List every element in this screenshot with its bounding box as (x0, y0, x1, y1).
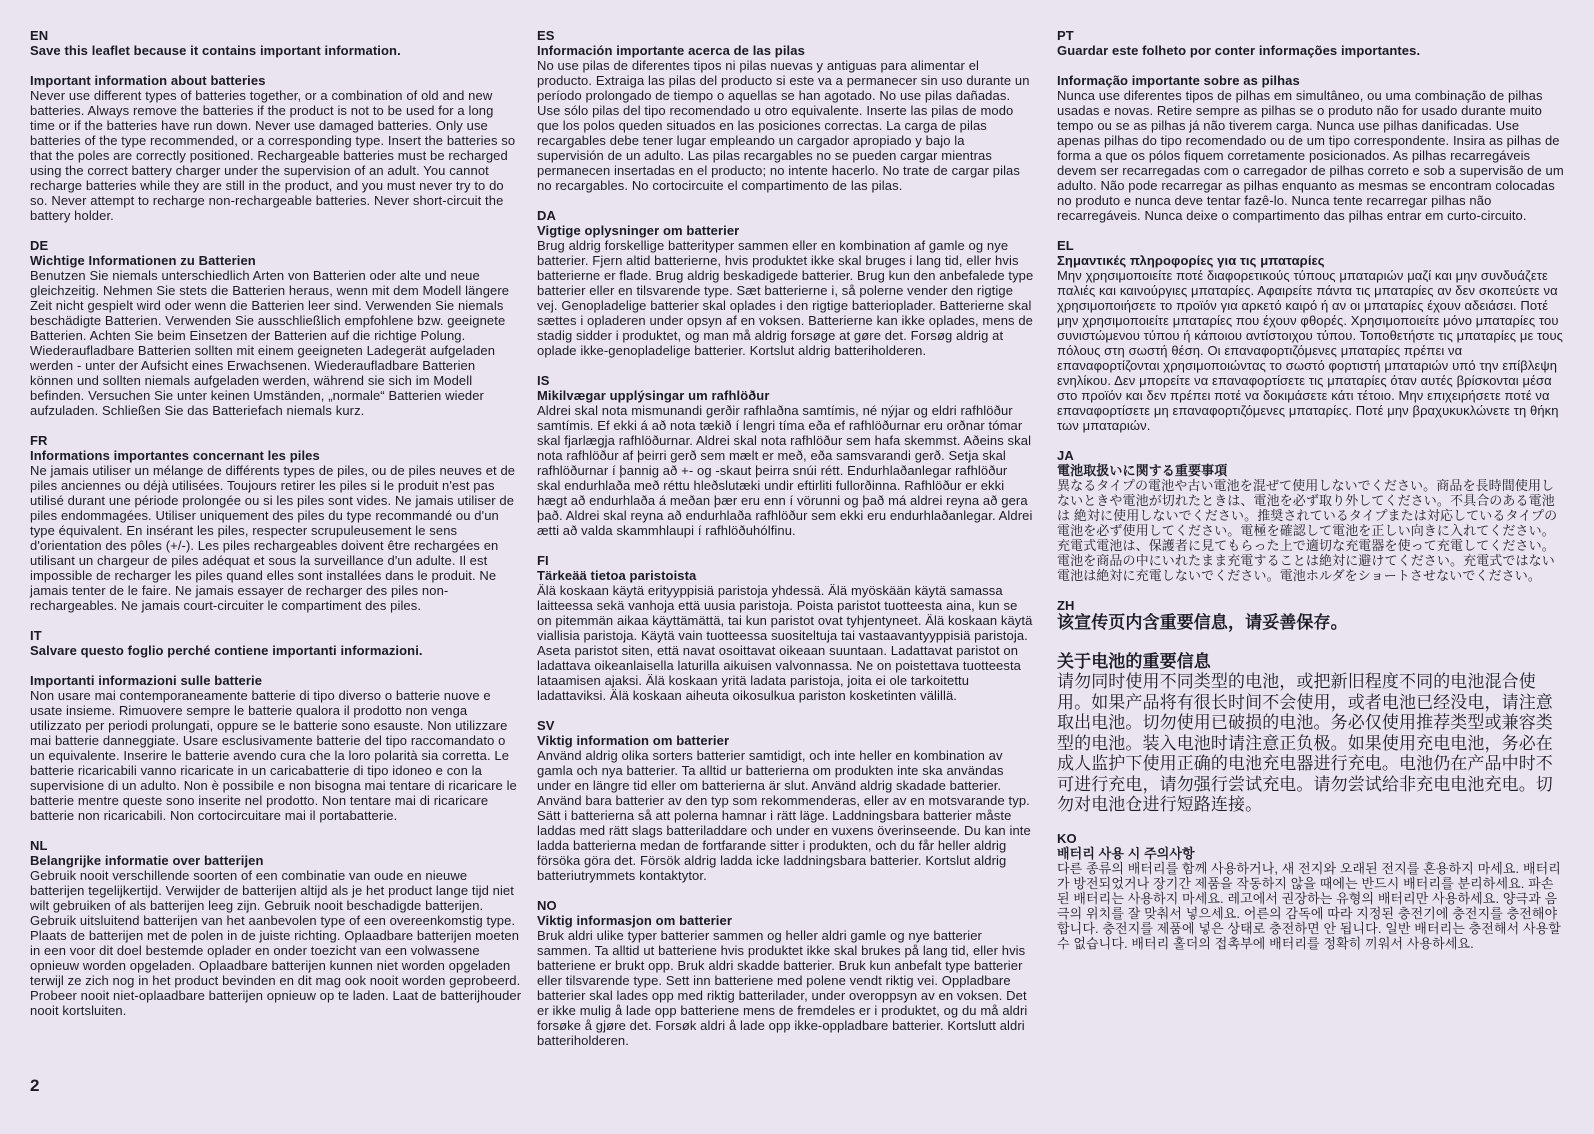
section-heading: Important information about batteries (30, 73, 266, 88)
language-code: FI (537, 553, 549, 568)
section-heading: Informations importantes concernant les piles (30, 448, 320, 463)
leaflet-column-2 (537, 28, 1034, 1063)
section-heading: 배터리 사용 시 주의사항 (1057, 845, 1195, 861)
lang-section-is (537, 373, 1034, 538)
language-code: EL (1057, 238, 1074, 253)
section-heading: Belangrijke informatie over batterijen (30, 853, 264, 868)
lang-section-ja (1057, 448, 1564, 583)
section-body: Nunca use diferentes tipos de pilhas em simultâneo, ou uma combinação de pilhas usadas e novas. Retire sempre as pilhas se o produto não for usado durante muito tempo ou se as pilhas já não tiverem carga. Nunca use pilhas danificadas. Use apenas pilhas do tipo recomendado ou de um tipo correspondente. Insira as pilhas de forma a que os pólos fiquem corretamente posicionados. As pilhas recarregáveis devem ser recarregadas com o carregador de pilhas correto e sob a supervisão de um adulto. Não pode recarregar as pilhas enquanto as mesmas se encontram colocadas no produto e nunca deve tentar fazê-lo. Nunca tente recarregar pilhas não recarregáveis. Nunca deixe o compartimento das pilhas entrar em curto-circuito. (1057, 88, 1564, 223)
section-heading: 電池取扱いに関する重要事項 (1057, 463, 1228, 478)
lang-section-da (537, 208, 1034, 358)
page-number: 2 (30, 1076, 40, 1095)
section-body: Gebruik nooit verschillende soorten of een combinatie van oude en nieuwe batterijen tegelijkertijd. Verwijder de batterijen altijd als je het product lange tijd niet wilt gebruiken of als batterijen leeg zijn. Gebruik nooit beschadigde batterijen. Gebruik uitsluitend batterijen van het aanbevolen type of een overeenkomstig type. Plaats de batterijen met de polen in de juiste richting. Oplaadbare batterijen moeten in een voor dit doel bestemde oplader en onder toezicht van een volwassene opnieuw worden opgeladen. Oplaadbare batterijen kunnen niet worden opgeladen terwijl ze zich nog in het product bevinden en dit mag ook nooit worden geprobeerd. Probeer nooit niet-oplaadbare batterijen opnieuw op te laden. Laat de batterijhouder nooit kortsluiten. (30, 868, 522, 1018)
section-body: Non usare mai contemporaneamente batterie di tipo diverso o batterie nuove e usate insieme. Rimuovere sempre le batterie qualora il prodotto non venga utilizzato per periodi prolungati, oppure se le batterie sono esauste. Non utilizzare mai batterie danneggiate. Usare esclusivamente batterie del tipo raccomandato o un equivalente. Inserire le batterie avendo cura che la loro polarità sia corretta. Le batterie ricaricabili vanno ricaricate in un caricabatterie di tipo idoneo e con la supervisione di un adulto. Non è possibile e non bisogna mai tentare di ricaricare le batterie mentre queste sono inserite nel prodotto. Non tentare mai di ricaricare batterie non ricaricabili. Non cortocircuitare mai il portabatterie. (30, 688, 517, 823)
section-body: 请勿同时使用不同类型的电池，或把新旧程度不同的电池混合使用。如果产品将有很长时间不会使用，或者电池已经没电，请注意取出电池。切勿使用已破损的电池。务必仅使用推荐类型或兼容类型的电池。装入电池时请注意正负极。如果使用充电电池，务必在成人监护下使用正确的电池充电器进行充电。电池仍在产品中时不可进行充电，请勿强行尝试充电。请勿尝试给非充电电池充电。切勿对电池仓进行短路连接。 (1057, 672, 1553, 814)
leaflet-column-1 (30, 28, 522, 1033)
lang-section-de (30, 238, 522, 418)
lang-section-fi (537, 553, 1034, 703)
language-code: SV (537, 718, 555, 733)
section-body: Never use different types of batteries together, or a combination of old and new batteries. Always remove the batteries if the product is not to be used for a long time or if the batteries have run down. Never use damaged batteries. Only use batteries of the type recommended, or a corresponding type. Insert the batteries so that the poles are correctly positioned. Rechargeable batteries must be recharged using the correct battery charger under the supervision of an adult. You cannot recharge batteries while they are still in the product, and you must never try to do so. Never attempt to recharge non-rechargeable batteries. Never short-circuit the battery holder. (30, 88, 516, 223)
lang-section-it (30, 628, 522, 823)
section-body: Benutzen Sie niemals unterschiedlich Arten von Batterien oder alte und neue gleichzeitig. Nehmen Sie stets die Batterien heraus, wenn mit dem Modell längere Zeit nicht gespielt wird oder wenn die Batterien leer sind. Verwenden Sie niemals beschädigte Batterien. Verwenden Sie ausschließlich empfohlene bzw. geeignete Batterien. Achten Sie beim Einsetzen der Batterien auf die richtige Polung. Wiederaufladbare Batterien sollten mit einem geeigneten Ladegerät aufgeladen werden - unter der Aufsicht eines Erwachsenen. Wiederaufladbare Batterien können und sollten niemals aufgeladen werden, während sie sich im Modell befinden. Versuchen Sie unter keinen Umständen, „normale“ Batterien wieder aufzuladen. Schließen Sie das Batteriefach niemals kurz. (30, 268, 510, 418)
lang-section-zh (1057, 598, 1564, 816)
lang-section-nl (30, 838, 522, 1018)
lang-section-sv (537, 718, 1034, 883)
lang-section-no (537, 898, 1034, 1048)
section-body: 異なるタイプの電池や古い電池を混ぜて使用しないでください。商品を長時間使用しないときや電池が切れたときは、電池を必ず取り外してください。不具合のある電池は 絶対に使用しないでください。推奨されているタイプまたは対応しているタイプの電池を必ず使用してください。電極を確認して電池を正しい向きに入れてください。充電式電池は、保護者に見てもらった上で適切な充電器を使って充電してください。電池を商品の中にいれたまま充電することは絶対に避けてください。充電式ではない電池は絶対に充電しないでください。電池ホルダをショートさせないでください。 (1057, 478, 1558, 583)
section-body: Ne jamais utiliser un mélange de différents types de piles, ou de piles neuves et de piles anciennes ou déjà utilisées. Toujours retirer les piles si le produit n'est pas utilisé durant une période prolongée ou si les piles sont vides. Ne jamais utiliser de piles endommagées. Utiliser uniquement des piles du type recommandé ou d'un type équivalent. En insérant les piles, respecter scrupuleusement le sens d'orientation des pôles (+/-). Les piles rechargeables doivent être rechargées en utilisant un chargeur de piles adéquat et sous la surveillance d'un adulte. Il est impossible de recharger les piles quand elles sont installées dans le produit. Ne jamais tenter de le faire. Ne jamais essayer de recharger des piles non-rechargeables. Ne jamais court-circuiter le compartiment des piles. (30, 463, 516, 613)
section-body: No use pilas de diferentes tipos ni pilas nuevas y antiguas para alimentar el producto. Extraiga las pilas del producto si este va a permanecer sin uso durante un período prolongado de tiempo o aquellas se han agotado. No use pilas dañadas. Use sólo pilas del tipo recomendado u otro equivalente. Inserte las pilas de modo que los polos queden situados en las posiciones correctas. La carga de pilas recargables debe tener lugar empleando un cargador apropiado y bajo la supervisión de un adulto. Las pilas recargables no se pueden cargar mientras permanecen insertadas en el producto; no intente hacerlo. No trate de cargar pilas no recargables. No cortocircuite el compartimento de las pilas. (537, 58, 1030, 193)
section-body: Brug aldrig forskellige batterityper sammen eller en kombination af gamle og nye batterier. Fjern altid batterierne, hvis produktet ikke skal bruges i lang tid, eller hvis batterierne er flade. Brug aldrig beskadigede batterier. Brug kun den anbefalede type batterier eller en tilsvarende type. Sæt batterierne i, så polerne vender den rigtige vej. Genopladelige batterier skal oplades i den rigtige batterioplader. Batterierne skal sættes i opladeren under opsyn af en voksen. Batterierne kan ikke oplades, mens de stadig sidder i produktet, og man må aldrig forsøge at gøre det. Forsøg aldrig at oplade ikke-genopladelige batterier. Kortslut aldrig batteriholderen. (537, 238, 1034, 358)
section-heading: Información importante acerca de las pilas (537, 43, 805, 58)
section-intro: Save this leaflet because it contains important information. (30, 43, 401, 58)
section-heading: Wichtige Informationen zu Batterien (30, 253, 256, 268)
language-code: KO (1057, 830, 1077, 846)
language-code: DA (537, 208, 556, 223)
section-heading: Viktig information om batterier (537, 733, 730, 748)
lang-section-en (30, 28, 522, 223)
lang-section-ko (1057, 831, 1564, 951)
language-code: JA (1057, 448, 1074, 463)
section-body: Bruk aldri ulike typer batterier sammen og heller aldri gamle og nye batterier sammen. Ta alltid ut batteriene hvis produktet ikke skal brukes på lang tid, eller hvis batteriene er brukt opp. Bruk aldri skadde batterier. Bruk kun anbefalt type batterier eller tilsvarende type. Sett inn batteriene med polene vendt riktig vei. Oppladbare batterier skal lades opp med riktig batterilader, under overoppsyn av en voksen. Det er ikke mulig å lade opp batteriene mens de fremdeles er i produktet, og du må aldri forsøke å gjøre det. Forsøk aldri å lade opp ikke-oppladbare batterier. Kortslutt aldri batteriholderen. (537, 928, 1028, 1048)
section-heading: Informação importante sobre as pilhas (1057, 73, 1300, 88)
section-body: Aldrei skal nota mismunandi gerðir rafhlaðna samtímis, né nýjar og eldri rafhlöður samtímis. Ef ekki á að nota tækið í lengri tíma eða ef rafhlöðurnar eru orðnar tómar skal fjarlægja rafhlöðurnar. Aldrei skal nota rafhlöður sem hafa skemmst. Aðeins skal nota rafhlöður af þeirri gerð sem mælt er með, eða samsvarandi gerð. Setja skal rafhlöðurnar í þannig að +- og -skaut þeirra snúi rétt. Endurhlaðanlegar rafhlöður skal endurhlaða með réttu hleðslutæki undir eftirliti fullorðinna. Rafhlöður er ekki hægt að endurhlaða á meðan þær eru enn í vörunni og það má aldrei reyna að gera það. Aldrei skal reyna að endurhlaða rafhlöður sem ekki eru endurhlaðanlegar. Aldrei ætti að valda skammhlaupi í rafhlöðuhólfinu. (537, 403, 1033, 538)
section-heading: Σημαντικές πληροφορίες για τις μπαταρίες (1057, 253, 1325, 268)
section-heading: 关于电池的重要信息 (1057, 651, 1211, 671)
lang-section-fr (30, 433, 522, 613)
section-intro: 该宣传页内含重要信息，请妥善保存。 (1057, 613, 1348, 632)
section-heading: Mikilvægar upplýsingar um rafhlöður (537, 388, 770, 403)
section-body: Använd aldrig olika sorters batterier samtidigt, och inte heller en kombination av gamla och nya batterier. Ta alltid ur batterierna om produkten inte ska användas under en längre tid eller om batterierna är slut. Använd aldrig skadade batterier. Använd bara batterier av den typ som rekommenderas, eller av en motsvarande typ. Sätt i batterierna så att polerna hamnar i rätt läge. Laddningsbara batterier måste laddas med rätt slags batteriladdare och under en vuxens överinseende. Du kan inte ladda batterierna medan de fortfarande sitter i produkten, och du får heller aldrig försöka göra det. Försök aldrig ladda icke laddningsbara batterier. Kortslut aldrig batteriutrymmets kontaktytor. (537, 748, 1031, 883)
section-intro: Salvare questo foglio perché contiene importanti informazioni. (30, 643, 423, 658)
section-body: Älä koskaan käytä erityyppisiä paristoja yhdessä. Älä myöskään käytä samassa laitteessa sekä vanhoja että uusia paristoja. Poista paristot tuotteesta aina, kun se on pitemmän aikaa käyttämättä, tai kun paristot ovat tyhjentyneet. Älä koskaan käytä viallisia paristoja. Käytä vain tuotteessa suositeltuja tai vastaavantyyppisiä paristoja. Aseta paristot siten, että navat osoittavat oikeaan suuntaan. Ladattavat paristot on ladattava oikeanlaisella laturilla aikuisen valvonnassa. Ne on poistettava tuotteesta lataamisen ajaksi. Älä koskaan yritä ladata paristoja, joita ei ole tarkoitettu ladattaviksi. Älä koskaan aiheuta oikosulkua pariston kosketinten välillä. (537, 583, 1033, 703)
section-heading: Tärkeää tietoa paristoista (537, 568, 697, 583)
language-code: NL (30, 838, 48, 853)
language-code: EN (30, 28, 49, 43)
language-code: IS (537, 373, 550, 388)
lang-section-pt (1057, 28, 1564, 223)
section-body: 다른 종류의 배터리를 함께 사용하거나, 새 전지와 오래된 전지를 혼용하지 마세요. 배터리가 방전되었거나 장기간 제품을 작동하지 않을 때에는 반드시 배터리를 분리하세요. 파손된 배터리는 사용하지 마세요. 레고에서 권장하는 유형의 배터리만 사용하세요. 양극과 음극의 위치를 잘 맞춰서 넣으세요. 어른의 감독에 따라 지정된 충전기에 충전지를 충전해야 합니다. 충전지를 제품에 넣은 상태로 충전하면 안 됩니다. 일반 배터리는 충전해서 사용할 수 없습니다. 배터리 홀더의 접촉부에 배터리를 정확히 끼워서 사용하세요. (1057, 860, 1561, 951)
language-code: FR (30, 433, 48, 448)
language-code: ES (537, 28, 555, 43)
section-intro: Guardar este folheto por conter informações importantes. (1057, 43, 1421, 58)
leaflet-column-3 (1057, 28, 1564, 966)
section-heading: Viktig informasjon om batterier (537, 913, 733, 928)
section-heading: Vigtige oplysninger om batterier (537, 223, 740, 238)
section-heading: Importanti informazioni sulle batterie (30, 673, 263, 688)
language-code: DE (30, 238, 49, 253)
language-code: NO (537, 898, 557, 913)
language-code: IT (30, 628, 42, 643)
section-body: Μην χρησιμοποιείτε ποτέ διαφορετικούς τύπους μπαταριών μαζί και μην συνδυάζετε παλιές και καινούργιες μπαταρίες. Αφαιρείτε πάντα τις μπαταρίες αν δεν σκοπεύετε να χρησιμοποιήσετε το προϊόν για αρκετό καιρό ή αν οι μπαταρίες έχουν αδειάσει. Ποτέ μην χρησιμοποιείτε μπαταρίες που έχουν φθορές. Χρησιμοποιείτε μόνο μπαταρίες του συνιστώμενου τύπου ή κάποιου αντίστοιχου τύπου. Τοποθετήστε τις μπαταρίες με τους πόλους στη σωστή θέση. Οι επαναφορτιζόμενες μπαταρίες πρέπει να επαναφορτίζονται χρησιμοποιώντας το σωστό φορτιστή μπαταριών υπό την επίβλεψη ενηλίκου. Δεν μπορείτε να επαναφορτίσετε τις μπαταρίες όταν αυτές βρίσκονται μέσα στο προϊόν και δεν πρέπει ποτέ να δοκιμάσετε κάτι τέτοιο. Μην επιχειρήσετε ποτέ να επαναφορτίσετε μη επαναφορτιζόμενες μπαταρίες. Ποτέ μην βραχυκυκλώνετε τη θήκη των μπαταριών. (1057, 268, 1564, 433)
lang-section-es (537, 28, 1034, 193)
language-code: ZH (1057, 598, 1075, 613)
language-code: PT (1057, 28, 1074, 43)
lang-section-el (1057, 238, 1564, 433)
